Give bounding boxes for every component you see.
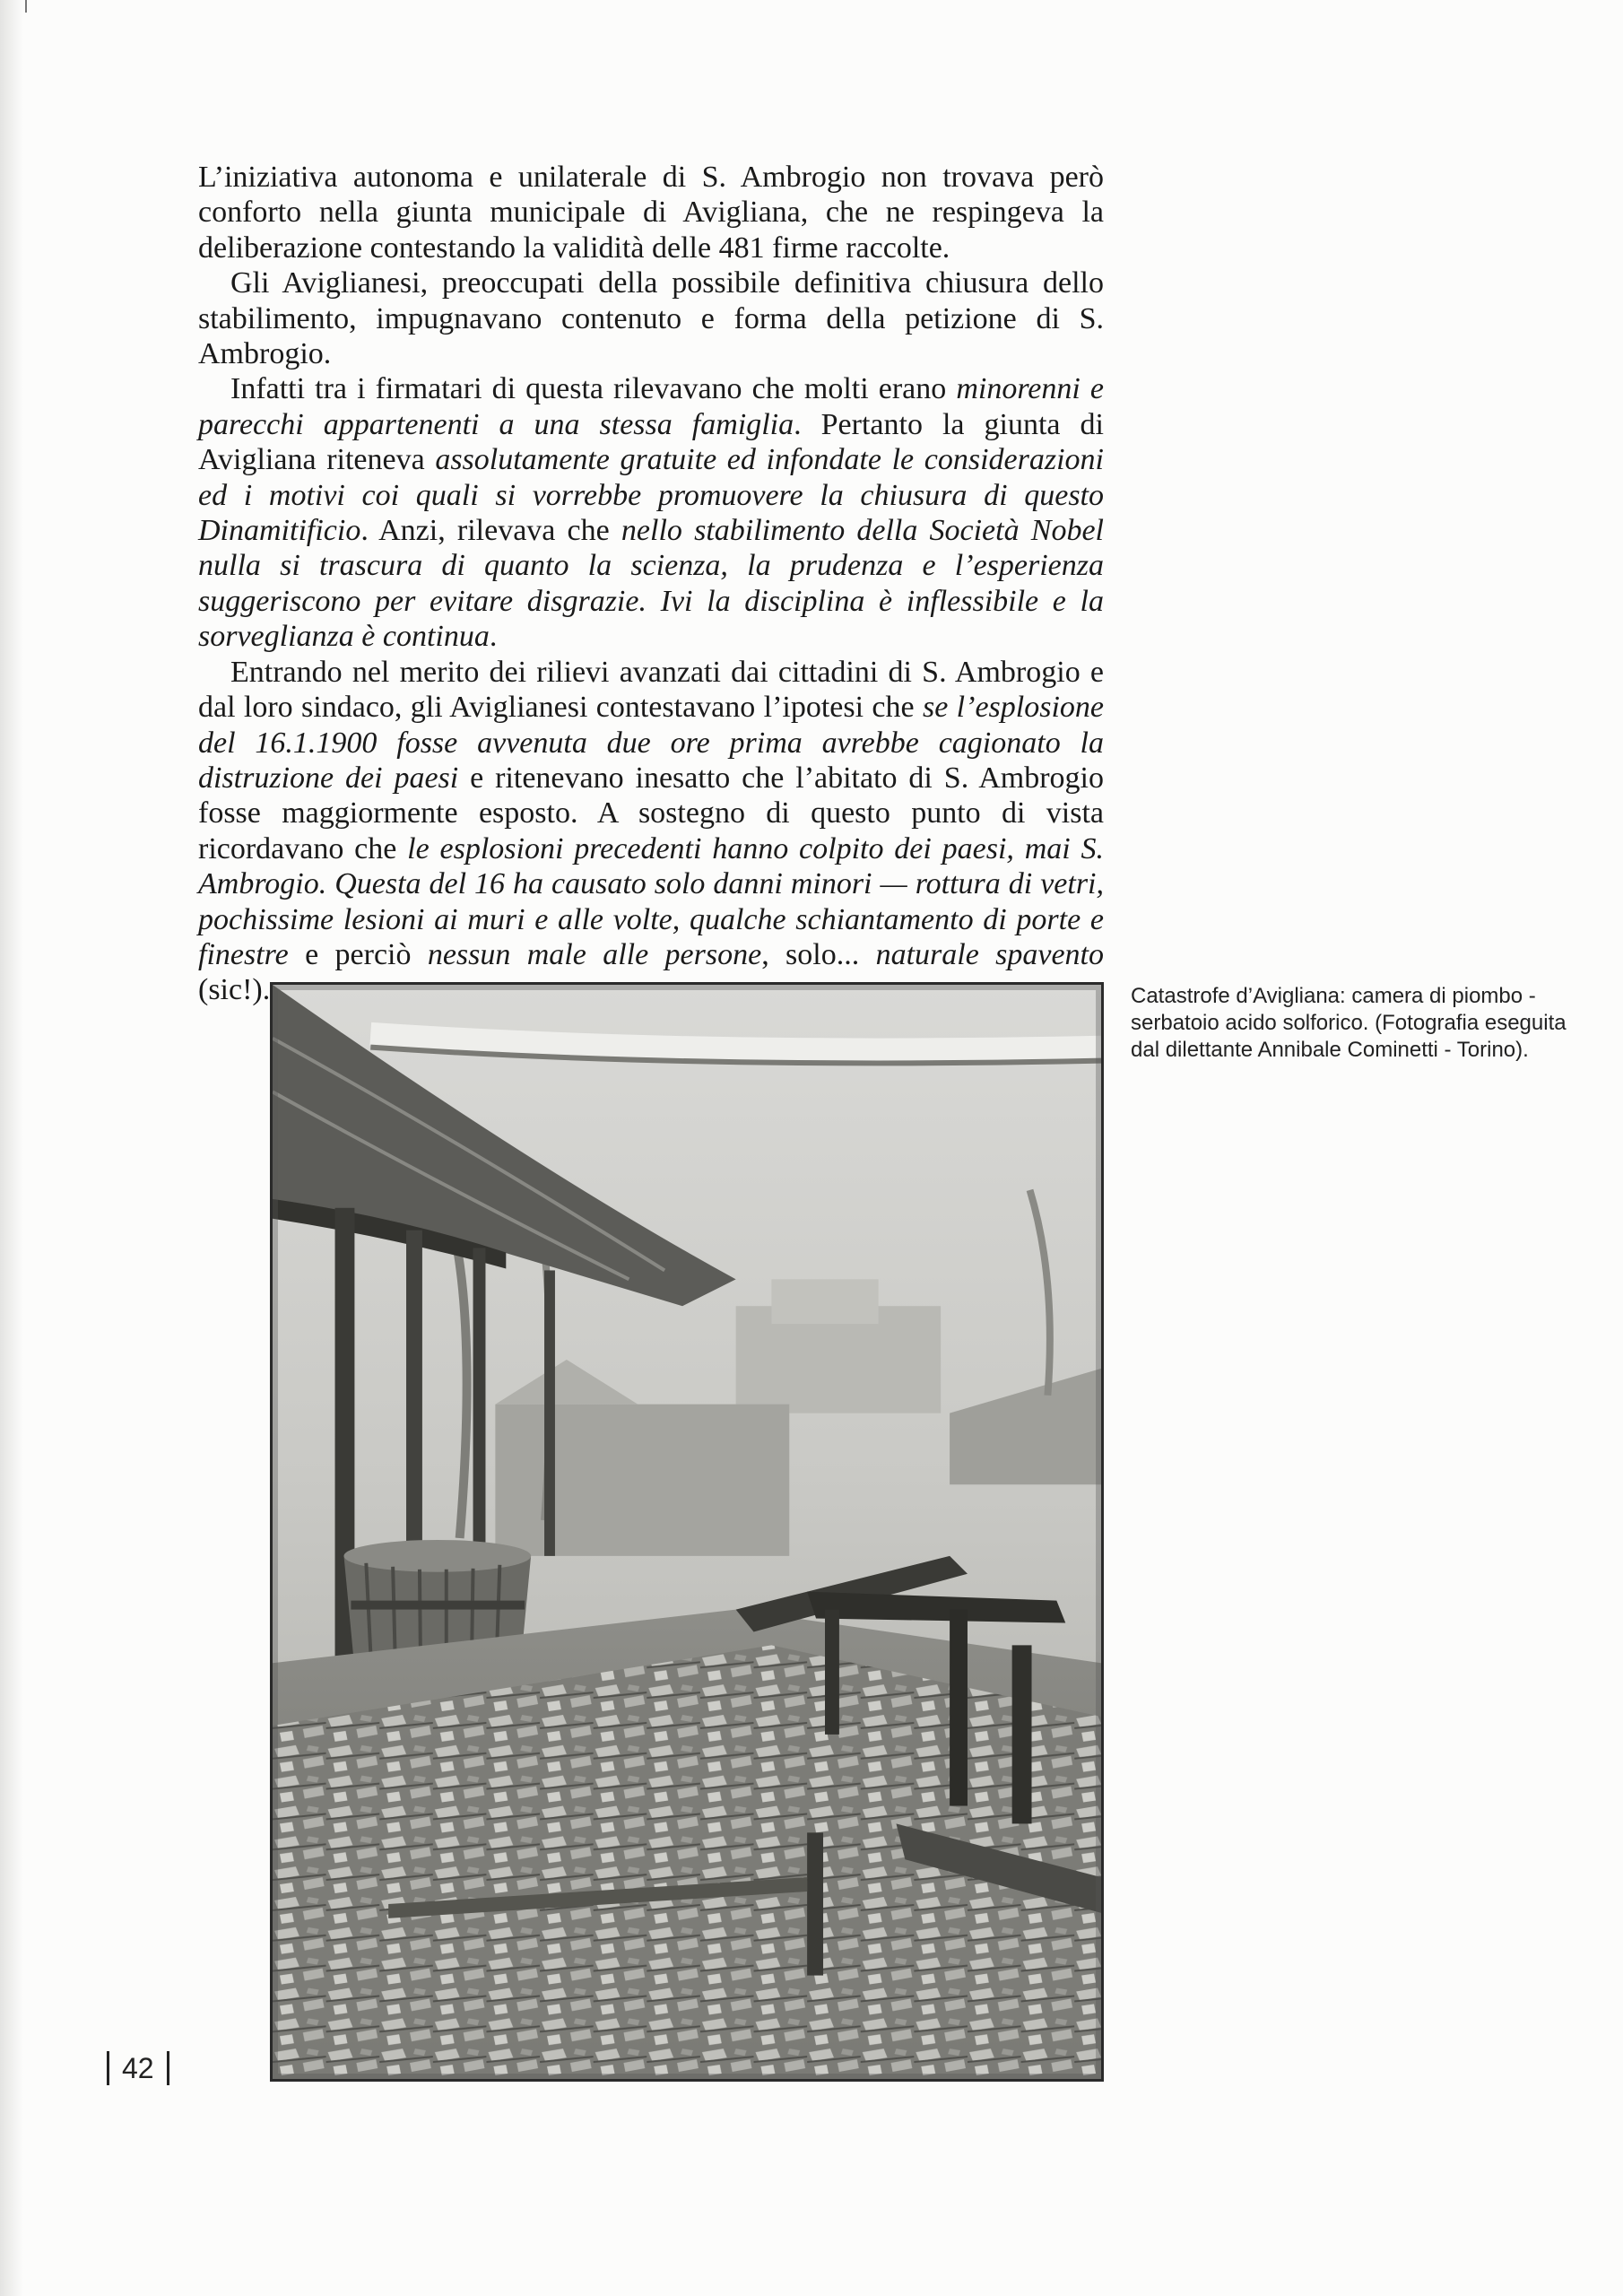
text-run: Entrando nel merito dei rilievi avanzati dai cittadini di S. Ambrogio e dal loro sindaco, gli Aviglianesi contestavano l’ipotesi che xyxy=(198,655,1104,725)
text-run: . xyxy=(489,620,498,654)
photo-explosion-ruins xyxy=(273,985,1101,2079)
text-run: (sic!). xyxy=(198,973,271,1007)
italic-quote: le esplosioni precedenti hanno colpito dei paesi, mai S. Ambrogio. Questa del 16 ha causato solo danni minori — rottura di vetri, pochissime lesioni ai muri e alle volte, qualche schiantamento di porte e finestre xyxy=(198,831,1105,971)
crop-mark xyxy=(25,0,27,13)
italic-quote: nello stabilimento della Società Nobel nulla si trascura di quanto la scienza, la prudenza e l’esperienza suggeriscono per evitare disgrazie. Ivi la disciplina è inflessibile e la sorveglianza è continua xyxy=(198,514,1104,654)
italic-quote: naturale spavento xyxy=(875,937,1105,971)
text-run: . Pertanto la giunta di Avigliana riteneva xyxy=(198,407,1104,477)
folio-rule-right xyxy=(167,2051,169,2085)
text-run: L’iniziativa autonoma e unilaterale di S. Ambrogio non trovava però conforto nella giunta municipale di Avigliana, che ne respingeva la deliberazione contestando la validità delle 481 firme raccolte. xyxy=(198,161,1104,265)
paragraph xyxy=(198,371,1104,654)
page-number-text: 42 xyxy=(122,2051,154,2084)
text-run: , solo... xyxy=(761,937,876,971)
figure-caption: Catastrofe d’Avigliana: camera di piombo - serbatoio acido solforico. (Fotografia eseguita dal dilettante Annibale Cominetti - Torino). xyxy=(1131,984,1567,1062)
paragraph xyxy=(198,160,1104,265)
paragraph xyxy=(198,265,1104,371)
italic-quote: nessun male alle persone xyxy=(427,937,762,971)
body-text xyxy=(198,160,1104,1008)
italic-quote: se l’esplosione del 16.1.1900 fosse avvenuta due ore prima avrebbe cagionato la distruzione dei paesi xyxy=(198,691,1104,795)
page-number xyxy=(107,2050,169,2086)
page-binding-shadow xyxy=(0,0,23,2296)
text-run: e ritenevano inesatto che l’abitato di S. Ambrogio fosse maggiormente esposto. A sostegno di questo punto di vista ricordavano che xyxy=(198,761,1104,865)
italic-quote: minorenni e parecchi appartenenti a una stessa famiglia xyxy=(198,372,1104,441)
italic-quote: assolutamente gratuite ed infondate le considerazioni ed i motivi coi quali si vorrebbe promuovere la chiusura di questo Dinamitificio xyxy=(198,443,1104,548)
text-run: . Anzi, rilevava che xyxy=(360,514,621,548)
text-run: Infatti tra i firmatari di questa rilevavano che molti erano xyxy=(230,372,957,406)
historic-photo xyxy=(270,982,1104,2082)
text-run: Gli Aviglianesi, preoccupati della possibile definitiva chiusura dello stabilimento, impugnavano contenuto e forma della petizione di S. Ambrogio. xyxy=(198,266,1104,371)
text-run: e perciò xyxy=(288,937,428,971)
paragraph xyxy=(198,655,1104,1008)
